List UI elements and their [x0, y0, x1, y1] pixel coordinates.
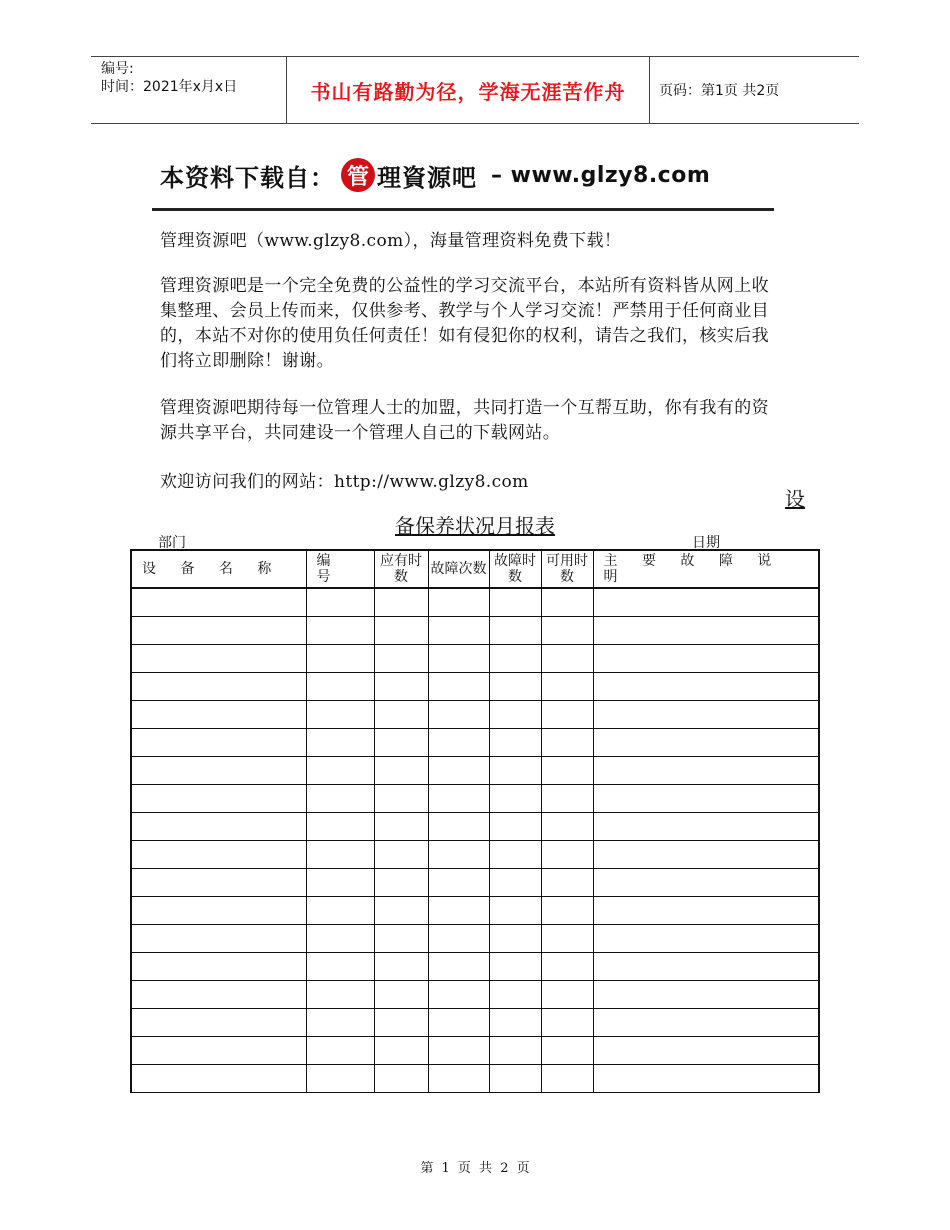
cell-usable-hours[interactable] [541, 841, 593, 869]
cell-fault-notes[interactable] [593, 953, 819, 981]
banner-site: – www.glzy8.com [491, 162, 711, 188]
cell-fault-hours[interactable] [489, 981, 541, 1009]
cell-equipment-name[interactable] [131, 785, 306, 813]
cell-fault-hours[interactable] [489, 897, 541, 925]
cell-equipment-name[interactable] [131, 1065, 306, 1093]
cell-usable-hours[interactable] [541, 729, 593, 757]
cell-should-hours[interactable] [374, 981, 428, 1009]
cell-should-hours[interactable] [374, 673, 428, 701]
cell-code[interactable] [306, 1037, 374, 1065]
table-row [131, 953, 819, 981]
header-motto: 书山有路勤为径，学海无涯苦作舟 [310, 79, 626, 104]
cell-fault-notes[interactable] [593, 981, 819, 1009]
cell-should-hours[interactable] [374, 729, 428, 757]
cell-fault-notes[interactable] [593, 673, 819, 701]
cell-fault-notes[interactable] [593, 925, 819, 953]
table-row [131, 813, 819, 841]
cell-equipment-name[interactable] [131, 729, 306, 757]
cell-code[interactable] [306, 673, 374, 701]
cell-usable-hours[interactable] [541, 673, 593, 701]
col-header-fault-count: 故障次数 [428, 550, 489, 588]
cell-usable-hours[interactable] [541, 953, 593, 981]
title-fragment: 设 [785, 487, 805, 511]
cell-usable-hours[interactable] [541, 757, 593, 785]
col-header-should-hours: 应有时数 [374, 550, 428, 588]
cell-equipment-name[interactable] [131, 588, 306, 617]
cell-usable-hours[interactable] [541, 1037, 593, 1065]
col-header-usable-hours: 可用时数 [541, 550, 593, 588]
cell-fault-count[interactable] [428, 925, 489, 953]
cell-usable-hours[interactable] [541, 645, 593, 673]
cell-should-hours[interactable] [374, 953, 428, 981]
cell-equipment-name[interactable] [131, 701, 306, 729]
table-row [131, 1009, 819, 1037]
cell-code[interactable] [306, 813, 374, 841]
intro-paragraph: 管理资源吧是一个完全免费的公益性的学习交流平台，本站所有资料皆从网上收集整理、会员上传而来，仅供参考、教学与个人学习交流！严禁用于任何商业目的，本站不对你的使用负任何责任！如有侵犯你的权利，请告之我们，核实后我们将立即删除！谢谢。 [160, 276, 769, 371]
cell-fault-count[interactable] [428, 701, 489, 729]
cell-fault-count[interactable] [428, 1037, 489, 1065]
cell-code[interactable] [306, 729, 374, 757]
cell-code[interactable] [306, 645, 374, 673]
cell-fault-count[interactable] [428, 617, 489, 645]
cell-equipment-name[interactable] [131, 981, 306, 1009]
col-header-equipment-name: 设 备 名 称 [131, 550, 306, 588]
intro-website: 欢迎访问我们的网站：http://www.glzy8.com [160, 472, 529, 492]
cell-fault-notes[interactable] [593, 729, 819, 757]
banner-prefix: 本资料下载自： [160, 163, 335, 192]
cell-code[interactable] [306, 953, 374, 981]
cell-fault-hours[interactable] [489, 785, 541, 813]
cell-code[interactable] [306, 701, 374, 729]
cell-fault-hours[interactable] [489, 757, 541, 785]
cell-fault-notes[interactable] [593, 757, 819, 785]
cell-should-hours[interactable] [374, 757, 428, 785]
cell-fault-notes[interactable] [593, 588, 819, 617]
cell-code[interactable] [306, 785, 374, 813]
table-row [131, 841, 819, 869]
banner-brand: 理資源吧 [377, 163, 477, 192]
cell-fault-hours[interactable] [489, 645, 541, 673]
header-meta [101, 60, 237, 96]
cell-fault-hours[interactable] [489, 617, 541, 645]
cell-usable-hours[interactable] [541, 701, 593, 729]
header-page-info: 页码：第1页 共2页 [659, 83, 780, 99]
cell-usable-hours[interactable] [541, 869, 593, 897]
cell-usable-hours[interactable] [541, 588, 593, 617]
table-row [131, 673, 819, 701]
cell-usable-hours[interactable] [541, 897, 593, 925]
cell-fault-notes[interactable] [593, 897, 819, 925]
cell-should-hours[interactable] [374, 1037, 428, 1065]
cell-fault-count[interactable] [428, 645, 489, 673]
cell-equipment-name[interactable] [131, 757, 306, 785]
cell-code[interactable] [306, 588, 374, 617]
table-row [131, 897, 819, 925]
cell-usable-hours[interactable] [541, 925, 593, 953]
table-row [131, 729, 819, 757]
page-footer: 第 1 页 共 2 页 [420, 1161, 530, 1176]
table-row [131, 869, 819, 897]
cell-usable-hours[interactable] [541, 981, 593, 1009]
cell-should-hours[interactable] [374, 617, 428, 645]
table-row [131, 701, 819, 729]
table-row [131, 1065, 819, 1093]
brand-logo-icon: 管 [341, 158, 375, 192]
page-header [91, 56, 859, 124]
report-table [130, 549, 820, 1093]
cell-fault-notes[interactable] [593, 645, 819, 673]
cell-equipment-name[interactable] [131, 813, 306, 841]
cell-fault-count[interactable] [428, 813, 489, 841]
cell-fault-hours[interactable] [489, 953, 541, 981]
cell-code[interactable] [306, 869, 374, 897]
cell-code[interactable] [306, 617, 374, 645]
cell-code[interactable] [306, 757, 374, 785]
cell-fault-count[interactable] [428, 869, 489, 897]
cell-fault-hours[interactable] [489, 841, 541, 869]
cell-should-hours[interactable] [374, 925, 428, 953]
document-time-label: 时间：2021年x月x日 [101, 79, 238, 95]
table-row [131, 981, 819, 1009]
cell-should-hours[interactable] [374, 869, 428, 897]
cell-usable-hours[interactable] [541, 1065, 593, 1093]
cell-fault-notes[interactable] [593, 617, 819, 645]
cell-fault-notes[interactable] [593, 869, 819, 897]
cell-should-hours[interactable] [374, 897, 428, 925]
banner-divider [152, 208, 774, 211]
table-body [131, 588, 819, 1093]
cell-fault-notes[interactable] [593, 841, 819, 869]
cell-fault-count[interactable] [428, 841, 489, 869]
table-header-row [131, 550, 819, 588]
cell-should-hours[interactable] [374, 588, 428, 617]
cell-fault-hours[interactable] [489, 1037, 541, 1065]
cell-code[interactable] [306, 841, 374, 869]
cell-should-hours[interactable] [374, 785, 428, 813]
table-row [131, 785, 819, 813]
cell-fault-notes[interactable] [593, 1037, 819, 1065]
cell-fault-notes[interactable] [593, 785, 819, 813]
form-title [0, 510, 950, 539]
cell-usable-hours[interactable] [541, 617, 593, 645]
cell-equipment-name[interactable] [131, 1037, 306, 1065]
cell-equipment-name[interactable] [131, 1009, 306, 1037]
document-number-label: 编号: [101, 61, 134, 77]
intro-paragraph: 管理资源吧期待每一位管理人士的加盟，共同打造一个互帮互助，你有我有的资源共享平台，共同建设一个管理人自己的下载网站。 [160, 398, 769, 443]
cell-equipment-name[interactable] [131, 645, 306, 673]
cell-fault-hours[interactable] [489, 925, 541, 953]
table-row [131, 1037, 819, 1065]
cell-should-hours[interactable] [374, 813, 428, 841]
table-row [131, 588, 819, 617]
table-row [131, 757, 819, 785]
cell-code[interactable] [306, 981, 374, 1009]
cell-equipment-name[interactable] [131, 841, 306, 869]
cell-code[interactable] [306, 1065, 374, 1093]
cell-equipment-name[interactable] [131, 869, 306, 897]
cell-should-hours[interactable] [374, 1065, 428, 1093]
cell-should-hours[interactable] [374, 841, 428, 869]
form-title-text: 备保养状况月报表 [395, 514, 555, 538]
cell-usable-hours[interactable] [541, 813, 593, 841]
col-header-fault-notes: 主 要 故 障 说 明 [593, 550, 819, 588]
cell-fault-count[interactable] [428, 785, 489, 813]
cell-usable-hours[interactable] [541, 785, 593, 813]
table-row [131, 645, 819, 673]
cell-fault-count[interactable] [428, 1065, 489, 1093]
cell-fault-notes[interactable] [593, 1065, 819, 1093]
intro-line: 管理资源吧（www.glzy8.com），海量管理资料免费下载！ [160, 231, 622, 251]
cell-fault-hours[interactable] [489, 813, 541, 841]
cell-fault-notes[interactable] [593, 701, 819, 729]
cell-fault-notes[interactable] [593, 813, 819, 841]
date-label: 日期 [692, 535, 720, 551]
cell-fault-count[interactable] [428, 729, 489, 757]
cell-fault-count[interactable] [428, 897, 489, 925]
cell-fault-hours[interactable] [489, 673, 541, 701]
cell-equipment-name[interactable] [131, 617, 306, 645]
cell-code[interactable] [306, 925, 374, 953]
cell-equipment-name[interactable] [131, 897, 306, 925]
cell-fault-hours[interactable] [489, 588, 541, 617]
cell-fault-count[interactable] [428, 588, 489, 617]
table-row [131, 925, 819, 953]
cell-equipment-name[interactable] [131, 925, 306, 953]
cell-fault-count[interactable] [428, 757, 489, 785]
cell-fault-hours[interactable] [489, 869, 541, 897]
cell-fault-hours[interactable] [489, 1065, 541, 1093]
cell-fault-hours[interactable] [489, 1009, 541, 1037]
cell-fault-notes[interactable] [593, 1009, 819, 1037]
cell-usable-hours[interactable] [541, 1009, 593, 1037]
cell-code[interactable] [306, 1009, 374, 1037]
cell-fault-hours[interactable] [489, 729, 541, 757]
cell-fault-hours[interactable] [489, 701, 541, 729]
header-divider [649, 57, 650, 123]
cell-should-hours[interactable] [374, 645, 428, 673]
download-banner [160, 155, 775, 195]
cell-equipment-name[interactable] [131, 673, 306, 701]
cell-fault-count[interactable] [428, 1009, 489, 1037]
cell-fault-count[interactable] [428, 953, 489, 981]
table-row [131, 617, 819, 645]
cell-fault-count[interactable] [428, 981, 489, 1009]
cell-equipment-name[interactable] [131, 953, 306, 981]
col-header-code: 编 号 [306, 550, 374, 588]
col-header-fault-hours: 故障时数 [489, 550, 541, 588]
department-label: 部门 [158, 535, 186, 551]
cell-should-hours[interactable] [374, 701, 428, 729]
cell-code[interactable] [306, 897, 374, 925]
cell-fault-count[interactable] [428, 673, 489, 701]
cell-should-hours[interactable] [374, 1009, 428, 1037]
